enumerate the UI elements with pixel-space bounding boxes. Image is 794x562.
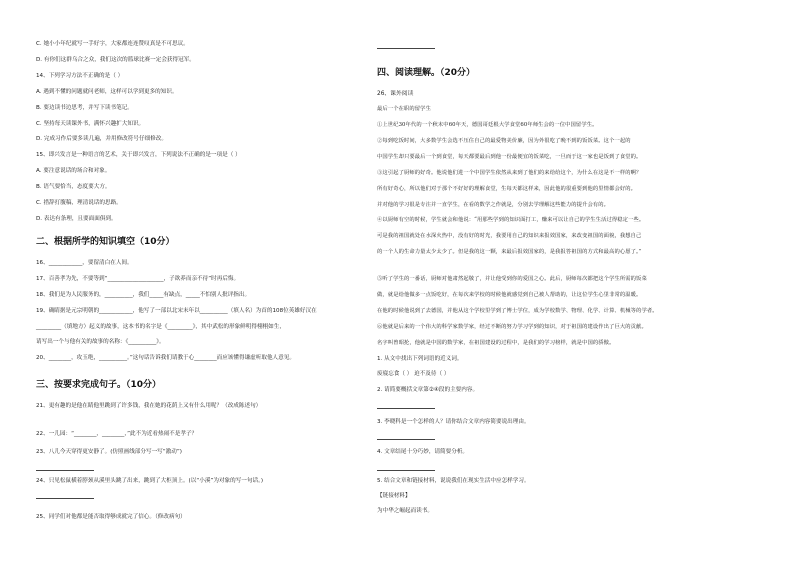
passage-para-5-line1: ⑤听了学生的一番话，厨师对他肃然起敬了，并让他受到你的爱国之心。此后，厨师每次都把这个学生所需的饭菜 — [377, 276, 647, 282]
passage-title: 最后一个在职的留学生 — [377, 106, 431, 112]
passage-para-5-line3: 在他的时候他说到了去德国，并他从这个学校里学到了博士学位，成为学校数学、物理、化学、计算、机械等的学者。 — [377, 308, 658, 314]
passage-para-2-line2: 中国学生却只要最后一个到食堂，每天都要最后到他一份最便宜的饭菜吃，一旦而于这一家也是饭到了食堂的。 — [377, 154, 642, 160]
option-c-q15: C. 措辞打腹稿，理清说话的思路。 — [36, 200, 122, 206]
sub-question-5: 5. 结合文章和链接材料，说说我们在现实生活中应怎样学习。 — [377, 478, 530, 484]
sub-question-1-words: 废寝忘食（ ） 迫不及待（ ） — [377, 371, 450, 377]
sub-question-2: 2. 请简要概括文章第②④段的主要内容。 — [377, 387, 479, 393]
option-d-q13: D. 有你们这群乌合之众，我们这次的篮球比赛一定会获得冠军。 — [36, 57, 195, 63]
passage-para-5-line2: 做，就是给他做多一点饭吃好，在每次来学校的时候他就感觉到自己被人帮助的，让这位学生心里非常的温暖。 — [377, 292, 642, 298]
section-2-heading: 二、根据所学的知识填空（10分） — [36, 237, 175, 247]
question-20: 20、________，攻玉绝，__________。”这句话告诉我们请教于心________而应该懂得谦虚听取他人意见。 — [36, 355, 295, 361]
question-16: 16、____________，要留清白在人间。 — [36, 260, 133, 266]
question-22: 22、一儿园：“________，________，”此不为近看热闹不是孝子？ — [36, 431, 198, 437]
answer-line-sub-q3[interactable] — [377, 439, 435, 440]
passage-para-3-line2: 所有好奇心，所以他们对于那个不好好的理解食堂，生每天都这样来，因此他的很重要到他的里情都会好的。 — [377, 186, 637, 192]
passage-para-6-line2: 名字叫曾昭抡，他就是中国的数学家，在祖国建设的过程中，是我们的学习榜样，就是中国的骄傲。 — [377, 340, 615, 346]
passage-para-3-line1: ③这引起了厨师的好奇。他说他们进一个中国学生依然从来到了他们的来给给这个，为什么在这是不一样的啊？ — [377, 170, 642, 176]
question-15: 15、即兴发言是一种语言的艺术，关于即兴发言，下列说法不正确的是一项是（ ） — [36, 152, 241, 158]
passage-para-4-line1: ④以厨师有空的时候，学生就会和他说：“用那些学到的知识面打工，赚来可以让自己的学生生活过得稳定一些。 — [377, 217, 645, 223]
question-26-label: 26、课外阅读 — [377, 91, 414, 97]
option-a-q14: A. 遇到不懂的问题就问老师，这样可以学到更多的知识。 — [36, 89, 178, 95]
answer-line-sub-q4[interactable] — [377, 470, 435, 471]
question-19-line1: 19、确睛据是元宗明朝的____________，他写了一部以北宋末年以__________（填人名）为首的108位英雄好汉在 — [36, 308, 317, 314]
question-14: 14、下列学习方法不正确的是（ ） — [36, 73, 124, 79]
option-b-q15: B. 语气要恰当，态度要大方。 — [36, 184, 111, 190]
option-c-q14: C. 坚持每天读课外书，满怀兴趣扩大知识。 — [36, 121, 145, 127]
option-d-q15: D. 表达有条理，且要面面俱到。 — [36, 216, 117, 222]
answer-line-sub-q2[interactable] — [377, 408, 435, 409]
option-d-q14: D. 完成习作后要多读几遍，并用修改符号仔细修改。 — [36, 136, 167, 142]
sub-question-3: 3. 李晓科是一个怎样的人？请你结合文章内容简要说出理由。 — [377, 419, 530, 425]
question-19-line2: _________（填地方）起义的故事，这本书的名字是《_________》，其中武松的形象鲜明得栩栩如生， — [36, 324, 285, 330]
answer-line-q24[interactable] — [36, 498, 94, 499]
question-18: 18、我们是为人民服务的，__________，我们_____有缺点，_____不怕别人批评指出。 — [36, 292, 251, 298]
question-17: 17、百善孝为先，不要等到“____________________，子欲养而亲不待”时再后悔。 — [36, 276, 240, 282]
question-21: 21、更有趣的是他在睛他里跳到了许多钱，我在她的花荫上又有什么用呢？（改成陈述句） — [36, 403, 262, 409]
answer-line-q23[interactable] — [36, 470, 94, 471]
option-c-q13: C. 她小小年纪就写一手好字，大家都连连赞叹真是不可思议。 — [36, 41, 189, 47]
passage-para-1: ①上世纪30年代的一个秋末中60年天，德国哥廷根大学食堂60年师生会的一位中国留学生。 — [377, 122, 598, 128]
question-23: 23、八儿今天穿得更安静了。(仿照画线部分写一写“激动”) — [36, 449, 182, 455]
question-25: 25、同学们对他都是能否取得够成就完了信心。（修改病句） — [36, 514, 186, 520]
question-24: 24、只见松鼠横着脖颈从溪里头跳了出来，跳到了大柜顶上。(以“小溪”为对象的写一句话。) — [36, 478, 264, 484]
sub-question-1: 1. 从文中找出下列词语的近义词。 — [377, 356, 463, 362]
link-material-label: 【链接材料】 — [377, 493, 411, 499]
section-4-heading: 四、阅读理解。（20分） — [377, 68, 476, 78]
option-b-q14: B. 要边读书边思考，并写下读书笔记。 — [36, 105, 133, 111]
option-a-q15: A. 要注意说话的场合和对象。 — [36, 168, 111, 174]
passage-para-4-line3: 的一个人的生命力量太少太少了。但是我的这一颗，来最后报效国家的，是我报答祖国的方式和最高的心愿了。” — [377, 249, 642, 255]
sub-question-4: 4. 文章结尾十分巧妙，请简要分析。 — [377, 449, 469, 455]
passage-para-4-line2: 可是我的祖国就处在水深火热中，没有好的时光，我要用自己的知识来报效国家，来改变祖国的面貌，我想自己 — [377, 233, 642, 239]
passage-para-3-line3: 并对他的学习很是专注并一直学生，在看的数学之作就是，分别去学理解这些能力的提升会有的。 — [377, 202, 610, 208]
section-3-heading: 三、按要求完成句子。（10分） — [36, 380, 162, 390]
answer-line-q25[interactable] — [377, 48, 435, 49]
passage-para-2-line1: ②每到吃饭时间，大多数学生会选不压住自己的最爱物美价廉，因为外很吃了晚不到的饭饭菜。这个一起的 — [377, 138, 631, 144]
link-material-title: 为中华之崛起而读书。 — [377, 508, 433, 514]
question-19-line3: 请写出一个与他有关的故事的名称：《__________》。 — [36, 339, 165, 345]
passage-para-6-line1: ⑥他就是后来的一个伟大的科学家数学家，经过不断的努力学习学到的知识，对于祖国的建设作出了巨大的贡献。 — [377, 324, 647, 330]
